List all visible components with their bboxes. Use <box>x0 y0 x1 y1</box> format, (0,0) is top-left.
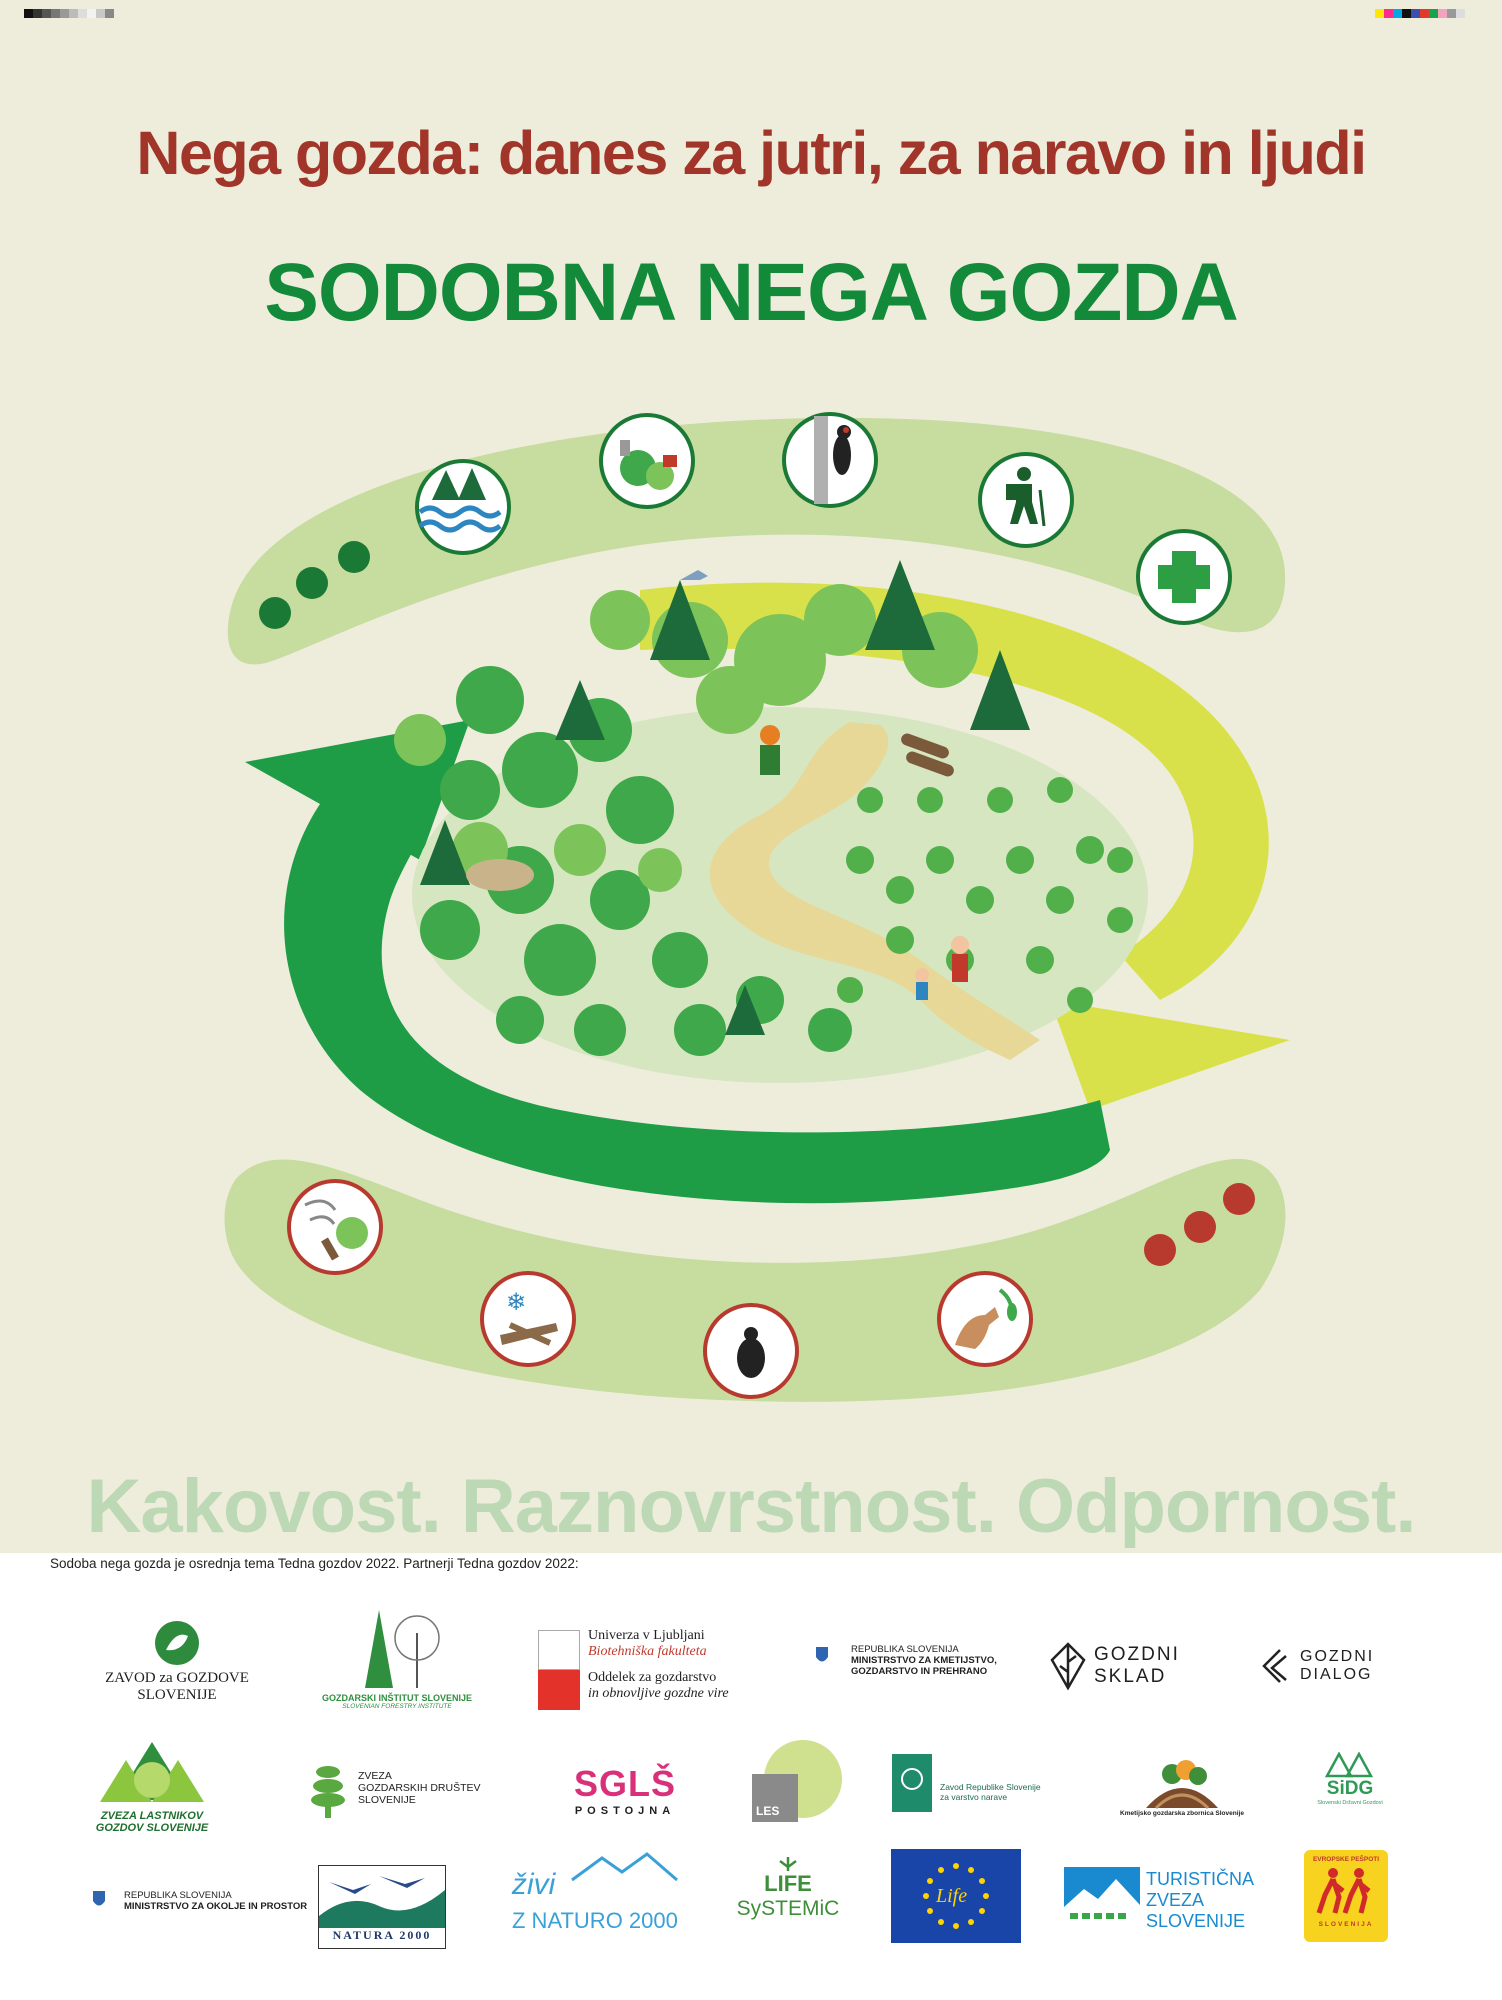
green-dot <box>338 541 370 573</box>
walkers-icon <box>1311 1865 1381 1921</box>
page-title: Nega gozda: danes za jutri, za naravo in ljudi <box>136 119 1366 187</box>
slovenia-coat-of-arms-icon <box>92 1890 106 1910</box>
bark-beetle-icon <box>705 1305 797 1397</box>
gis-trees-icon <box>337 1608 457 1693</box>
hiker-icon <box>980 454 1072 546</box>
zgds-tree-icon <box>310 1762 346 1818</box>
zgds-logo: ZVEZA GOZDARSKIH DRUŠTEV SLOVENIJE <box>310 1762 480 1822</box>
snow-break-icon <box>482 1273 574 1365</box>
zlgs-trees-icon <box>96 1740 208 1810</box>
zrsvn-emblem-icon <box>892 1754 932 1812</box>
slovenia-coat-of-arms-icon <box>815 1646 829 1666</box>
natura-2000-logo: NATURA 2000 <box>318 1865 446 1949</box>
red-dot <box>1223 1183 1255 1215</box>
kgzs-field-icon <box>1142 1760 1222 1810</box>
uni-emblem-icon <box>538 1630 580 1710</box>
life-tree-icon <box>768 1855 808 1871</box>
village-forest-icon <box>601 415 693 507</box>
zivi-z-naturo-logo: živi Z NATURO 2000 <box>512 1852 682 1937</box>
tzs-mountain-icon <box>1064 1867 1140 1931</box>
green-dot <box>296 567 328 599</box>
svg-text:❄: ❄ <box>506 1288 527 1316</box>
zlgs-logo: ZVEZA LASTNIKOV GOZDOV SLOVENIJE <box>92 1740 212 1834</box>
evropske-pespoti-logo: EVROPSKE PEŠPOTI SLOVENIJA <box>1304 1850 1388 1942</box>
sidg-trees-icon <box>1325 1752 1375 1778</box>
tzs-logo: TURISTIČNA ZVEZA SLOVENIJE <box>1064 1867 1284 1931</box>
sidg-logo: SiDG Slovenski Državni Gozdovi <box>1310 1752 1390 1806</box>
forest-water-icon <box>417 461 509 553</box>
zgs-emblem-icon <box>152 1620 202 1666</box>
leaf-outline-icon <box>1050 1642 1086 1690</box>
health-cross-icon <box>1138 531 1230 623</box>
kgzs-logo: Kmetijsko gozdarska zbornica Slovenije <box>1112 1760 1252 1817</box>
life-systemic-logo: LIFE SySTEMiC <box>728 1855 848 1921</box>
partners-caption: Sodoba nega gozda je osrednja tema Tedna gozdov 2022. Partnerji Tedna gozdov 2022: <box>50 1556 579 1571</box>
uni-logo: Univerza v Ljubljani Biotehniška fakulteta Oddelek za gozdarstvo in obnovljive gozdne vire <box>538 1630 738 1710</box>
woodpecker-icon <box>784 414 876 506</box>
forester-figure <box>760 725 780 745</box>
wind-damage-icon <box>289 1181 381 1273</box>
walker-figure <box>951 936 969 954</box>
green-dot <box>259 597 291 629</box>
deer-browsing-icon <box>939 1273 1031 1365</box>
sgls-logo: SGLŠ POSTOJNA <box>573 1763 676 1817</box>
headline: SODOBNA NEGA GOZDA <box>264 247 1238 338</box>
zgs-logo: ZAVOD za GOZDOVE SLOVENIJE <box>92 1620 262 1704</box>
dialog-arrows-icon <box>1258 1648 1288 1686</box>
slogan: Kakovost. Raznovrstnost. Odpornost. <box>86 1464 1416 1549</box>
lynx-figure <box>466 859 534 891</box>
les-logo: LES <box>752 1740 852 1822</box>
gis-logo: GOZDARSKI INŠTITUT SLOVENIJE SLOVENIAN FORESTRY INSTITUTE <box>322 1608 472 1710</box>
red-dot <box>1144 1234 1176 1266</box>
natura-birds-icon <box>319 1866 445 1928</box>
bird-figure <box>680 570 708 580</box>
red-dot <box>1184 1211 1216 1243</box>
zrsvn-logo: Zavod Republike Slovenije za varstvo narave <box>892 1754 1072 1814</box>
eu-life-logo: Life <box>891 1849 1021 1943</box>
